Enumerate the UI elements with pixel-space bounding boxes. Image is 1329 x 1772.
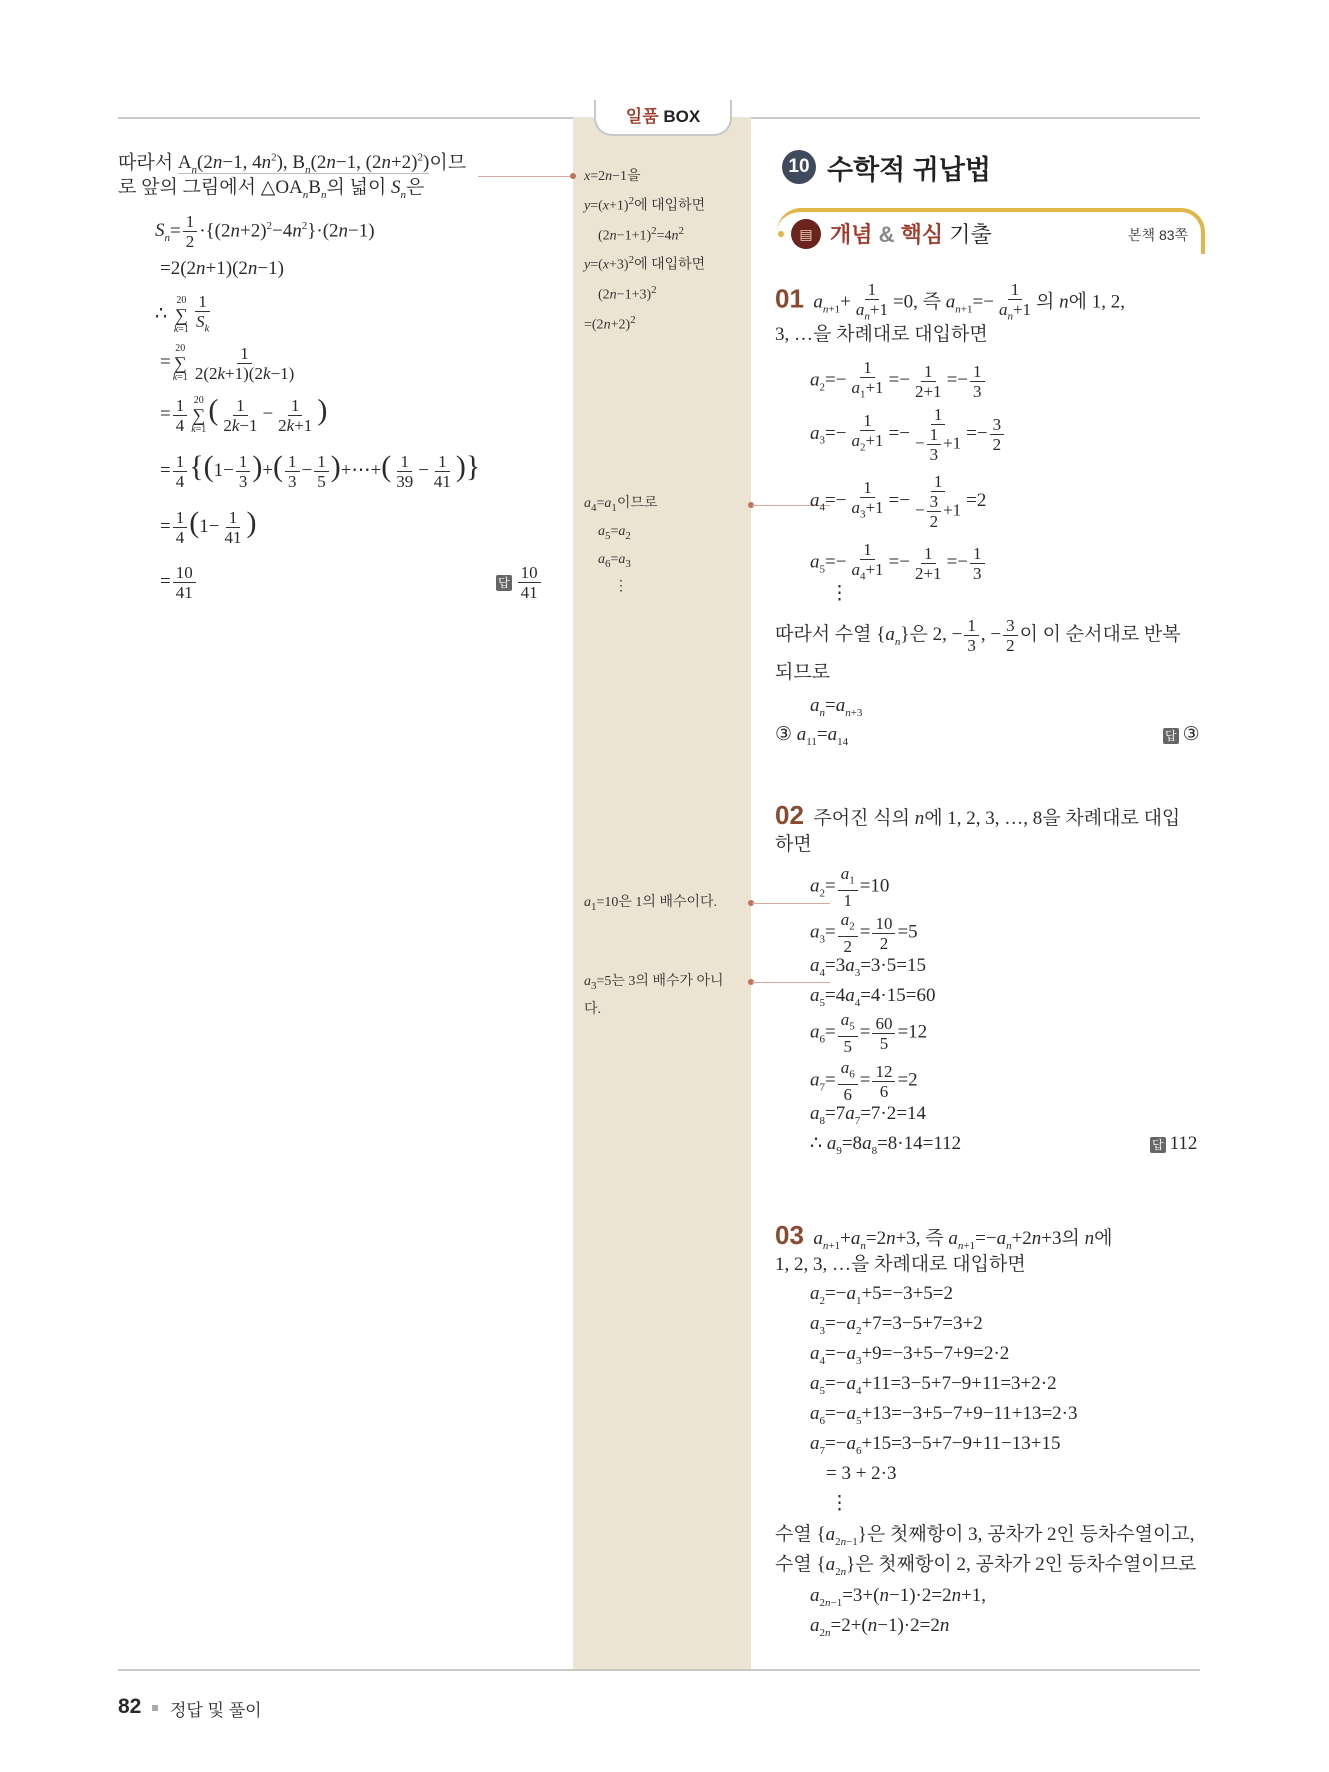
problem-01-intro: 01 $a_{n+1}+$ $\frac{1}{a_n+1}$ =0, 즉 $a_{n+1}=-$ $\frac{1}{a_n+1}$ 의 n에 1, 2, — [775, 280, 1125, 323]
sidebar-note-4: $a_3=5$는 3의 배수가 아니 다. — [584, 974, 724, 1017]
left-eq-5: = $\frac{1}{4}$ 20 ∑ k=1 ( $\frac{1}{2k-1}$ − $\frac{1}{2k+1}$ ) — [160, 393, 328, 435]
problem-number: 03 — [775, 1220, 804, 1250]
problem-02-step: ∴ $a_9=8a_8=8\cdot 14=112$ — [810, 1133, 962, 1157]
left-eq-4: = 20 ∑ k=1 $\frac{1}{2(2k+1)(2k-1)}$ — [160, 343, 295, 383]
problem-03-intro: 03 $a_{n+1}+a_n=2n+3$, 즉 $a_{n+1}=-a_n+2n+3$의 n에 — [775, 1220, 1113, 1252]
problem-03-intro2: 1, 2, 3, …을 차례대로 대입하면 — [775, 1254, 1026, 1275]
footer-bullet — [152, 1705, 158, 1711]
problem-01-period: $a_n=a_{n+3}$ — [810, 695, 863, 719]
left-eq-6: = $\frac{1}{4}$ {(1− $\frac{1}{3}$ )+( $\frac{1}{3}$ − $\frac{1}{5}$ )+⋯+( $\frac{1}{39}$ − $\frac{1}{41}$ )} — [160, 449, 481, 491]
left-eq-2: =2(2n+1)(2n−1) — [160, 258, 284, 279]
problem-01-answer: 답 ③ — [1165, 724, 1200, 745]
section-title: 수학적 귀납법 — [827, 155, 991, 185]
problem-03-step: $a_7=-a_6+15=3-5+7-9+11-13+15$ — [810, 1433, 1061, 1457]
page-reference: 본책 83쪽 — [1128, 227, 1189, 243]
problem-03-step: $a_2=-a_1+5=-3+5=2$ — [810, 1283, 954, 1307]
problem-02-answer: 답 112 — [1152, 1133, 1198, 1154]
problem-03-step: $a_5=-a_4+11=3-5+7-9+11=3+2\cdot 2$ — [810, 1373, 1057, 1397]
page-number: 82 — [118, 1695, 142, 1718]
problem-02-step: $a_7=$ $\frac{a_6}{6}$ = $\frac{12}{6}$ =2 — [810, 1058, 918, 1105]
problem-02-step: $a_6=$ $\frac{a_5}{5}$ = $\frac{60}{5}$ =12 — [810, 1010, 928, 1057]
answer-badge: 답 — [1152, 1137, 1164, 1152]
problem-02-step: $a_8=7a_7=7\cdot 2=14$ — [810, 1103, 926, 1127]
problem-01-ellipsis: ⋮ — [830, 583, 849, 604]
left-eq-3: ∴ 20 ∑ k=1 $\frac{1}{S_k}$ — [155, 292, 210, 336]
problem-03-step: $a_4=-a_3+9=-3+5-7+9=2\cdot 2$ — [810, 1343, 1010, 1367]
problem-03-step: = 3 + 2·3 — [826, 1463, 897, 1484]
left-eq-1: $S_n=$ $\frac{1}{2}$ $\cdot\{(2n+2)^2-4n^2\}\cdot(2n-1)$ — [155, 212, 375, 252]
problem-02-intro2: 하면 — [775, 834, 812, 855]
problem-01-step: $a_5=-$ $\frac{1}{a_4+1}$ =− $\frac{1}{2+1}$ =− $\frac{1}{3}$ — [810, 540, 987, 586]
sidebar-note-1: x=2n−1을 $y=(x+1)^2$에 대입하면 $(2n-1+1)^2=4n^2$ $y=(x+3)^2$에 대입하면 $(2n-1+3)^2$ $=(2n+2)^2$ — [584, 169, 706, 333]
problem-01-conclusion2: 되므로 — [775, 662, 831, 683]
problem-01-intro2: 3, …을 차례대로 대입하면 — [775, 324, 988, 345]
problem-03-final1: $a_{2n-1}=3+(n-1)\cdot 2=2n+1$, — [810, 1585, 987, 1609]
sidebar-note-3: $a_1=10$은 1의 배수이다. — [584, 895, 718, 913]
answer-badge: 답 — [498, 575, 510, 590]
problem-02-step: $a_4=3a_3=3\cdot 5=15$ — [810, 955, 926, 979]
problem-03-step: $a_6=-a_5+13=-3+5-7+9-11+13=2\cdot 3$ — [810, 1403, 1078, 1427]
connector-line — [478, 176, 574, 177]
problem-03-step: $a_3=-a_2+7=3-5+7=3+2$ — [810, 1313, 983, 1337]
box-label-red: 일품 — [625, 107, 659, 126]
sidebar-note-2: $a_4=a_1$이므로 $a_5=a_2$ $a_6=a_3$ ⋮ — [584, 496, 658, 595]
left-intro-line1: 따라서 $A_n(2n-1$, $4n^2$), $B_n(2n-1$, $(2n+2)^2$)이므 — [118, 152, 467, 177]
problem-02-step: $a_5=4a_4=4\cdot 15=60$ — [810, 985, 936, 1009]
problem-01-step: $a_4=-$ $\frac{1}{a_3+1}$ =− 1 − $\frac{3}{2}$ +1 =2 — [810, 472, 987, 531]
answer-badge: 답 — [1165, 728, 1177, 743]
sidebar-box-tab — [594, 100, 732, 136]
left-eq-8: = $\frac{10}{41}$ — [160, 563, 198, 602]
problem-02-step: $a_3=$ $\frac{a_2}{2}$ = $\frac{10}{2}$ =5 — [810, 910, 918, 957]
section-number-badge: 10 — [782, 150, 816, 184]
box-label-black: BOX — [663, 107, 701, 126]
footer-label: 정답 및 풀이 — [170, 1701, 262, 1720]
problem-03-final2: $a_{2n}=2+(n-1)\cdot 2=2n$ — [810, 1615, 950, 1639]
connector-dot — [570, 173, 576, 179]
problem-01-conclusion: 따라서 수열 $\{a_n\}$은 2, − $\frac{1}{3}$ , − $\frac{3}{2}$ 이 이 순서대로 반복 — [775, 616, 1181, 655]
problem-02-intro: 02 주어진 식의 n에 1, 2, 3, …, 8을 차례대로 대입 — [775, 800, 1181, 830]
problem-03-conclusion2: 수열 $\{a_{2n}\}$은 첫째항이 2, 공차가 2인 등차수열이므로 — [775, 1554, 1197, 1578]
problem-01-step: $a_2=-$ $\frac{1}{a_1+1}$ =− $\frac{1}{2+1}$ =− $\frac{1}{3}$ — [810, 358, 987, 404]
problem-number: 02 — [775, 800, 804, 830]
problem-01-step: $a_3=-$ $\frac{1}{a_2+1}$ =− 1 − $\frac{1}{3}$ +1 =− $\frac{3}{2}$ — [810, 405, 1006, 464]
book-icon: ▤ — [791, 219, 821, 249]
problem-02-step: $a_2=$ $\frac{a_1}{1}$ =10 — [810, 864, 890, 911]
problem-01-choice: ③ $a_{11}=a_{14}$ — [775, 724, 849, 748]
problem-03-conclusion: 수열 $\{a_{2n-1}\}$은 첫째항이 3, 공차가 2인 등차수열이고, — [775, 1524, 1195, 1548]
left-intro-line2: 로 앞의 그림에서 $\triangle OA_nB_n$의 넓이 $S_n$은 — [118, 177, 425, 201]
problem-03-ellipsis: ⋮ — [830, 1493, 849, 1514]
banner-title: 개념 & 핵심 기출 — [830, 222, 992, 247]
bottom-rule — [118, 1669, 1200, 1671]
problem-number: 01 — [775, 283, 804, 314]
left-answer: 답 $\frac{10}{41}$ — [496, 563, 543, 602]
banner-dot — [778, 231, 784, 237]
left-eq-7: = $\frac{1}{4}$ (1− $\frac{1}{41}$ ) — [160, 505, 257, 547]
